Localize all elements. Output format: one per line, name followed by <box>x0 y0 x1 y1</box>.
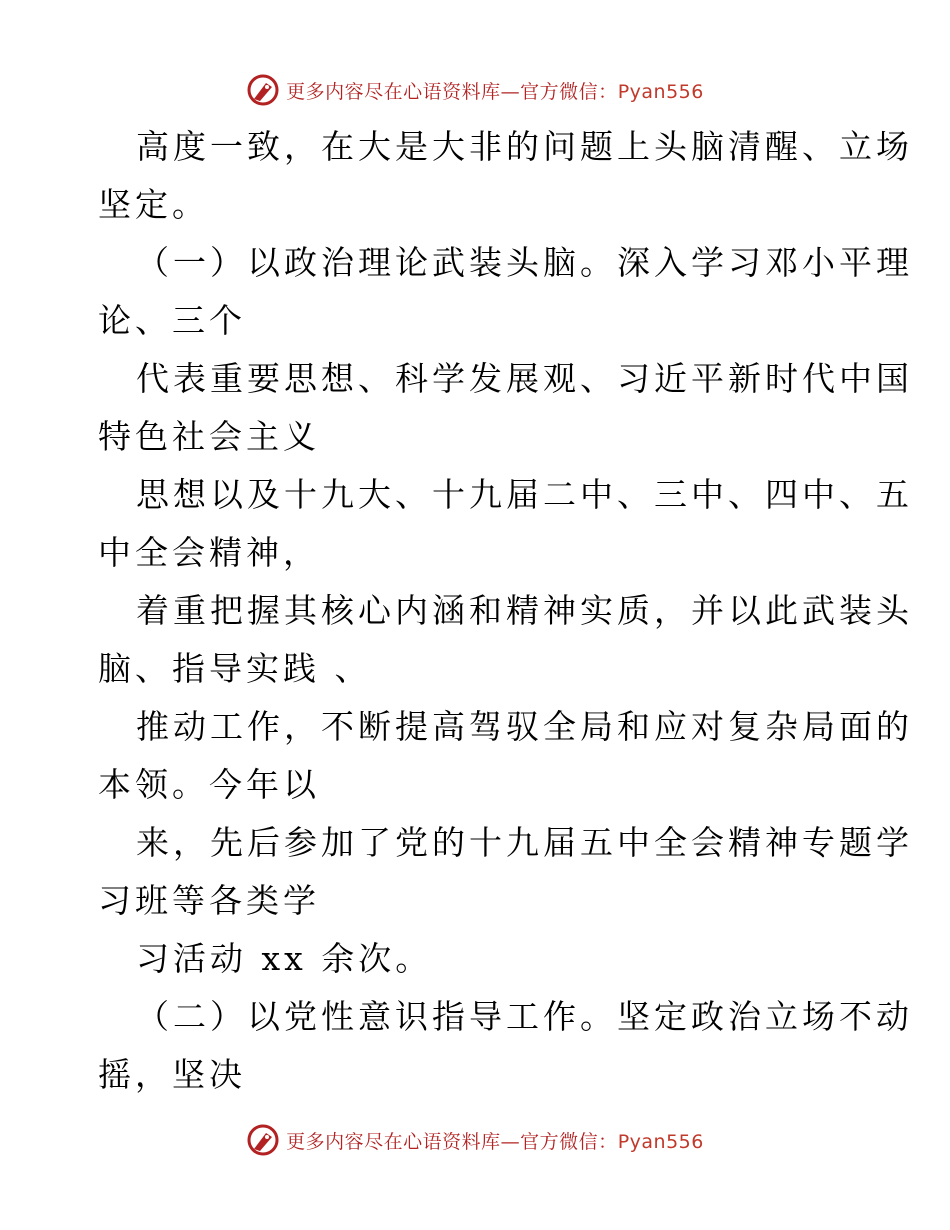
paragraph-line: 来，先后参加了党的十九届五中全会精神专题学 <box>136 823 913 862</box>
paragraph-line: 中全会精神， <box>98 533 320 572</box>
paragraph-line: 高度一致，在大是大非的问题上头脑清醒、立场 <box>136 127 913 166</box>
pen-nib-logo-icon <box>246 1123 280 1157</box>
paragraph-line: 特色社会主义 <box>98 417 320 456</box>
paragraph-line: 坚定。 <box>98 185 209 224</box>
document-body <box>98 118 913 1104</box>
paragraph-line: 着重把握其核心内涵和精神实质，并以此武装头 <box>136 591 913 630</box>
pen-nib-logo-icon <box>246 73 280 107</box>
paragraph-line: 思想以及十九大、十九届二中、三中、四中、五 <box>136 475 913 514</box>
paragraph-line: 习活动 xx 余次。 <box>136 939 433 978</box>
paragraph-line: 脑、指导实践 、 <box>98 649 372 688</box>
paragraph-7 <box>98 814 913 930</box>
banner-text <box>286 1127 704 1154</box>
banner-wechat-id: Pyan556 <box>617 80 704 103</box>
banner-text <box>286 77 704 104</box>
paragraph-1 <box>98 118 913 234</box>
banner-separator: — <box>500 80 521 103</box>
paragraph-9 <box>98 988 913 1104</box>
footer-banner <box>0 1120 950 1160</box>
paragraph-line: 本领。今年以 <box>98 765 320 804</box>
paragraph-8 <box>98 930 858 988</box>
paragraph-6 <box>98 698 913 814</box>
banner-main: 更多内容尽在心语资料库 <box>286 80 501 103</box>
paragraph-line: 论、三个 <box>98 301 246 340</box>
paragraph-line: （二）以党性意识指导工作。坚定政治立场不动 <box>136 997 913 1036</box>
banner-wechat-label: 官方微信： <box>520 1130 618 1153</box>
paragraph-5 <box>98 582 913 698</box>
banner-separator: — <box>500 1130 521 1153</box>
paragraph-3 <box>98 350 913 466</box>
paragraph-4 <box>98 466 913 582</box>
paragraph-line: 代表重要思想、科学发展观、习近平新时代中国 <box>136 359 913 398</box>
paragraph-line: 习班等各类学 <box>98 881 320 920</box>
paragraph-line: （一）以政治理论武装头脑。深入学习邓小平理 <box>136 243 913 282</box>
banner-main: 更多内容尽在心语资料库 <box>286 1130 501 1153</box>
header-banner <box>0 70 950 110</box>
banner-wechat-id: Pyan556 <box>617 1130 704 1153</box>
banner-wechat-label: 官方微信： <box>520 80 618 103</box>
paragraph-line: 推动工作，不断提高驾驭全局和应对复杂局面的 <box>136 707 913 746</box>
paragraph-2 <box>98 234 913 350</box>
paragraph-line: 摇，坚决 <box>98 1055 246 1094</box>
